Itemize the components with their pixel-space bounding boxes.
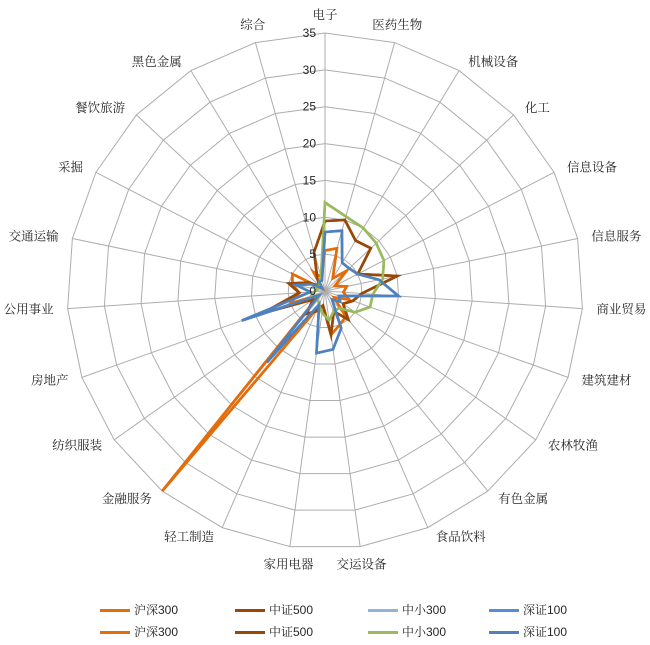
category-label-4: 信息设备 (567, 160, 618, 175)
legend-swatch-icon (489, 631, 519, 634)
legend-swatch-icon (368, 631, 398, 634)
category-label-0: 电子 (312, 8, 338, 22)
legend-swatch-icon (235, 609, 265, 612)
category-label-20: 餐饮旅游 (75, 101, 126, 116)
legend-item-深证100-1 (489, 624, 567, 640)
category-label-15: 纺织服装 (52, 438, 103, 453)
legend-swatch-icon (489, 609, 519, 612)
category-label-5: 信息服务 (591, 229, 642, 244)
legend-item-中证500-0 (235, 602, 313, 618)
legend-label: 中小300 (402, 603, 447, 617)
legend-item-中证500-1 (235, 624, 313, 640)
category-label-2: 机械设备 (468, 55, 519, 69)
radial-tick-label: 25 (302, 99, 316, 114)
legend-item-沪深300-1 (100, 624, 178, 640)
radial-tick-label: 10 (302, 210, 316, 225)
category-label-10: 食品饮料 (435, 529, 486, 544)
radial-tick-label: 15 (302, 173, 316, 188)
legend-swatch-icon (100, 631, 130, 634)
radial-tick-label: 30 (302, 62, 316, 77)
category-label-8: 农林牧渔 (547, 438, 598, 453)
legend-label: 中小300 (402, 625, 447, 639)
category-label-21: 黑色金属 (131, 55, 182, 69)
category-label-22: 综合 (240, 17, 266, 32)
category-label-13: 轻工制造 (164, 529, 215, 544)
category-label-1: 医药生物 (372, 17, 423, 32)
category-label-14: 金融服务 (101, 491, 152, 506)
legend-label: 中证500 (269, 603, 314, 617)
category-label-11: 交运设备 (336, 557, 387, 572)
legend-label: 沪深300 (134, 625, 179, 639)
axis-spoke (136, 115, 325, 291)
legend-swatch-icon (100, 609, 130, 612)
legend-label: 深证100 (523, 625, 568, 639)
radial-tick-label: 0 (309, 284, 316, 298)
axis-spoke (325, 291, 568, 377)
legend-label: 中证500 (269, 625, 314, 639)
legend-label: 沪深300 (134, 603, 179, 617)
axis-spoke (325, 71, 459, 291)
legend-item-沪深300-0 (100, 602, 178, 618)
axis-spoke (325, 115, 514, 291)
category-label-6: 商业贸易 (596, 302, 647, 317)
category-label-17: 公用事业 (3, 302, 54, 317)
category-label-16: 房地产 (30, 373, 69, 388)
legend-label: 深证100 (523, 603, 568, 617)
legend-item-深证100-0 (489, 602, 567, 618)
radial-tick-label: 20 (302, 136, 316, 151)
category-label-7: 建筑建材 (581, 373, 632, 388)
axis-spoke (325, 291, 536, 440)
category-label-19: 采掘 (57, 160, 83, 175)
category-label-9: 有色金属 (498, 491, 549, 506)
category-label-18: 交通运输 (8, 229, 59, 244)
radial-tick-label: 35 (302, 26, 316, 40)
category-label-12: 家用电器 (263, 557, 314, 572)
legend-swatch-icon (235, 631, 265, 634)
legend-swatch-icon (368, 609, 398, 612)
radial-tick-label: 5 (309, 247, 316, 262)
legend-item-中小300-1 (368, 624, 446, 640)
category-label-3: 化工 (524, 101, 550, 116)
axis-spoke (96, 172, 325, 291)
legend-item-中小300-0 (368, 602, 446, 618)
